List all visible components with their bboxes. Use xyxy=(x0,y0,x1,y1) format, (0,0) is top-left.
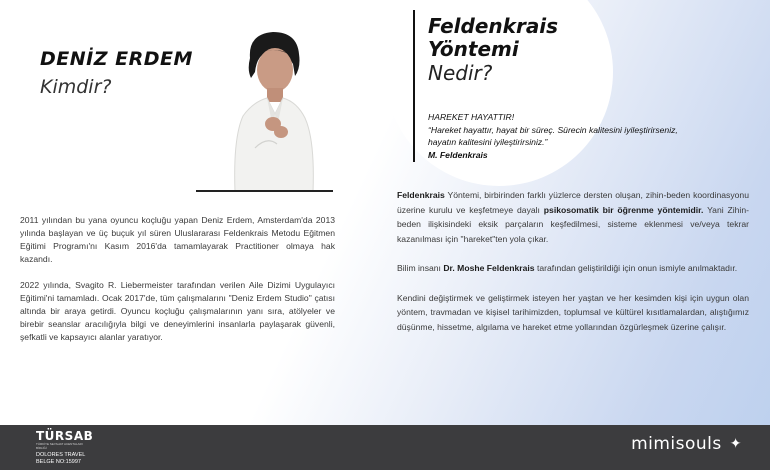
bio-paragraph-1: 2011 yılından bu yana oyuncu koçluğu yapan Deniz Erdem, Amsterdam'da 2013 yılında başlayan ve üç buçuk yıl süren Uluslararası Feldenkrais Metodu Eğitmen Eğitimi Programı'nı Kasım 2016'da tamamlayarak Practitioner olmaya hak kazandı. xyxy=(20,215,335,264)
bio-paragraph-2: 2022 yılında, Svagito R. Liebermeister tarafından verilen Aile Dizimi Uygulayıcı Eğitimi'ni tamamladı. Ocak 2017'de, tüm çalışmalarını "Deniz Erdem Studio" çatısı altında bir araya getirdi. Oyuncu koçluğu çalışmalarının yanı sıra, atölyeler ve birebir seanslar aracılığıyla bilgi ve deneyimlerini insanlarla paylaşarak güvenli, şefkatli ve kapsayıcı alanlar yaratıyor. xyxy=(20,280,335,342)
method-text-span: Yöntemi, birbirinden farklı yüzlerce dersten oluşan, zihin-beden koordinasyonu üzerine kurulu ve keşfetmeye dayalı xyxy=(397,190,749,215)
tursab-subtext: TÜRKİYE SEYAHAT ACENTALARI BİRLİĞİ xyxy=(36,442,83,450)
footer-bar xyxy=(0,425,770,470)
method-text xyxy=(397,188,749,349)
bio-text xyxy=(20,214,335,357)
method-text-span: Bilim insanı xyxy=(397,263,444,273)
portrait-divider xyxy=(196,190,333,192)
sparkle-icon: ✦ xyxy=(729,436,742,452)
method-paragraph-1 xyxy=(397,188,749,246)
brand-logo[interactable] xyxy=(631,434,742,454)
method-term: Feldenkrais xyxy=(397,190,445,200)
method-emphasis: psikosomatik bir öğrenme yöntemidir. xyxy=(543,204,704,215)
method-title-line2: Yöntemi xyxy=(428,37,519,61)
method-text-span: Yani Zihin-beden ilişkisindeki eksik parçaların keşfedilmesi, sisteme eklenmesi ve/veya tekrar kazanılması için "hareket"ten yola çıkar. xyxy=(397,204,749,244)
quote-heading: HAREKET HAYATTIR! xyxy=(428,112,515,122)
quote-block xyxy=(428,111,678,161)
license-number: BELGE NO:15997 xyxy=(36,458,81,465)
tursab-logo xyxy=(36,430,94,465)
title-divider xyxy=(413,10,415,162)
agency-name: DOLORES TRAVEL xyxy=(36,452,86,458)
quote-author: M. Feldenkrais xyxy=(428,149,488,160)
method-paragraph-3: Kendini değiştirmek ve geliştirmek isteyen her yaştan ve her kesimden kişi için uygun olan yöntem, travmadan ve kişisel tarihimizden, toplumsal ve kültürel kısıtlamalardan, alıştığımız düşünme, hissetme, algılama ve hareket etme yollarından özgürleşmek üzerine çalışır. xyxy=(397,292,749,332)
person-name: DENİZ ERDEM xyxy=(40,48,193,70)
method-title-line1: Feldenkrais xyxy=(428,14,559,38)
method-text-span: tarafından geliştirildiği için onun ismiyle anılmaktadır. xyxy=(534,263,738,273)
person-subtitle: Kimdir? xyxy=(40,76,112,98)
brand-name: mimisouls xyxy=(631,434,722,454)
method-title-line3: Nedir? xyxy=(428,61,493,85)
left-heading xyxy=(40,48,193,98)
method-heading xyxy=(428,15,558,85)
portrait-image xyxy=(215,28,325,192)
quote-text: “Hareket hayattır, hayat bir süreç. Sürecin kalitesini iyileştirirseniz, hayatın kalitesini iyileştirirsiniz.” xyxy=(428,124,678,147)
tursab-wordmark: TÜRSAB xyxy=(36,429,94,443)
method-paragraph-2 xyxy=(397,261,749,276)
founder-name: Dr. Moshe Feldenkrais xyxy=(443,263,535,273)
